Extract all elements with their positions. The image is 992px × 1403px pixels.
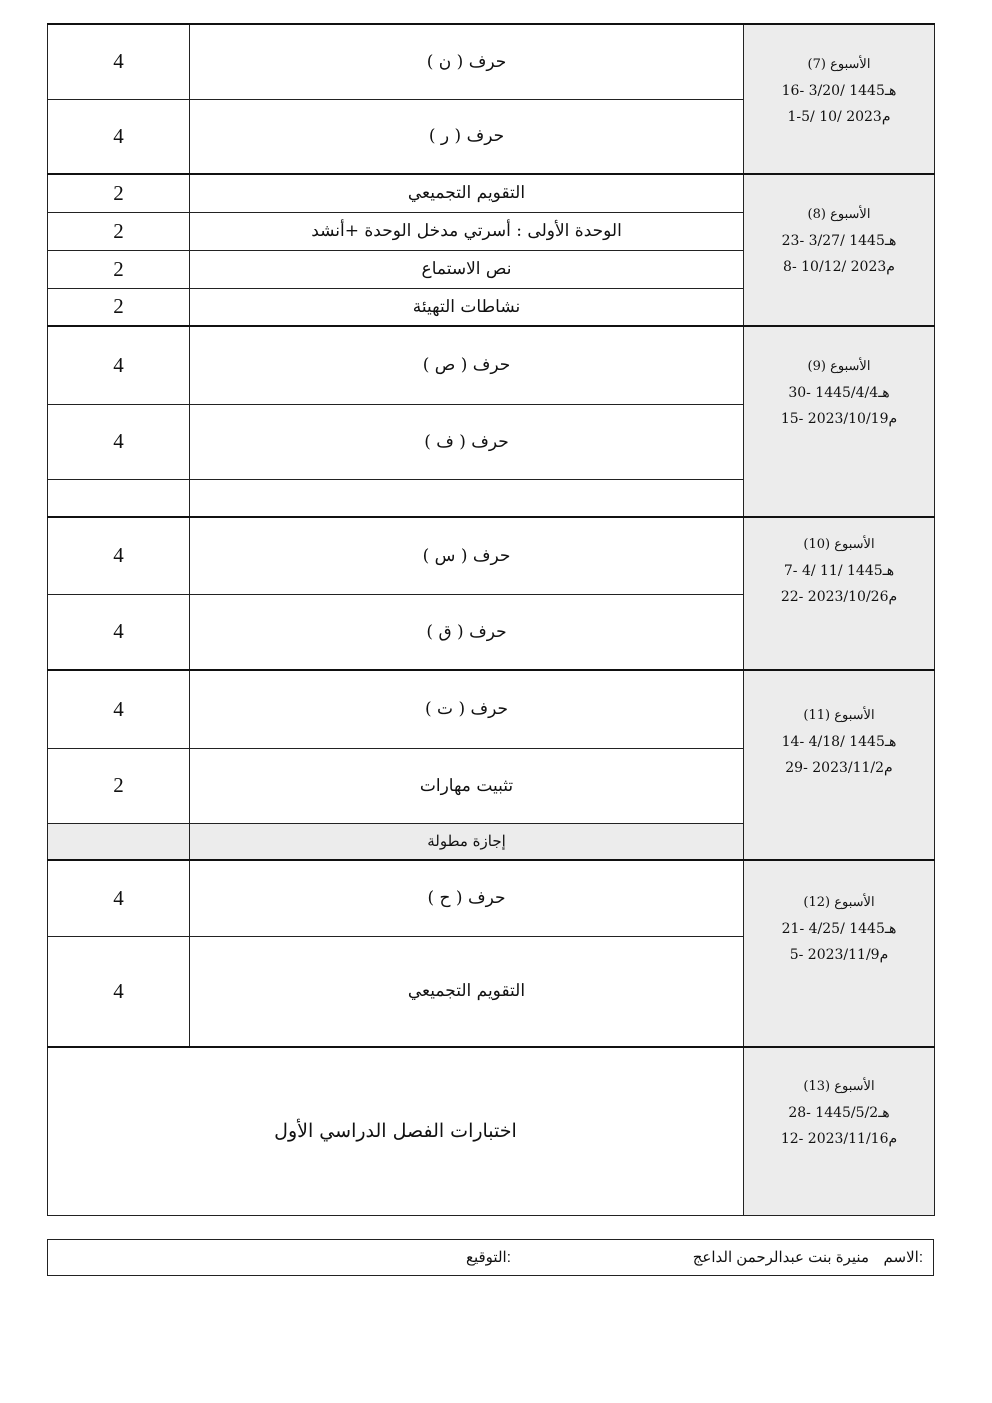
lesson-title: حرف ( ن )	[190, 24, 744, 99]
week-gregorian-date: 15- 2023/10/19م	[780, 411, 898, 427]
hours-cell: 4	[48, 517, 190, 594]
table-row	[48, 670, 935, 748]
hours-cell: 2	[48, 212, 190, 250]
week-label: الأسبوع (10)	[803, 537, 875, 552]
lesson-title: التقويم التجميعي	[190, 174, 744, 212]
week-hijri-date: 21- 4/25/ 1445هـ	[781, 921, 897, 937]
hours-cell: 2	[48, 174, 190, 212]
week-cell	[744, 1047, 935, 1215]
week-label: الأسبوع (11)	[803, 708, 875, 723]
hours-cell: 4	[48, 326, 190, 404]
week-cell	[744, 670, 935, 860]
table-row	[48, 860, 935, 936]
lesson-title: حرف ( س )	[190, 517, 744, 594]
week-gregorian-date: 1-5/ 10/ 2023م	[787, 109, 891, 125]
hours-cell: 4	[48, 404, 190, 479]
hours-cell: 4	[48, 99, 190, 174]
week-cell	[744, 174, 935, 326]
week-gregorian-date: 8- 10/12/ 2023م	[783, 259, 895, 275]
lesson-plan-table	[47, 23, 935, 1216]
week-cell	[744, 24, 935, 174]
lesson-title: حرف ( ق )	[190, 594, 744, 670]
lesson-title: حرف ( ح )	[190, 860, 744, 936]
week-gregorian-date: 12- 2023/11/16م	[780, 1131, 898, 1147]
exam-title: اختبارات الفصل الدراسي الأول	[48, 1047, 744, 1215]
week-hijri-date: 28- 1445/5/2هـ	[788, 1105, 890, 1121]
week-cell	[744, 517, 935, 670]
week-hijri-date: 7- 4/ 11/ 1445هـ	[783, 563, 895, 579]
lesson-title: نشاطات التهيئة	[190, 288, 744, 326]
name-label: الاسم:	[883, 1249, 923, 1266]
table-row	[48, 174, 935, 212]
week-gregorian-date: 22- 2023/10/26م	[780, 589, 898, 605]
signature-label: التوقيع:	[466, 1249, 511, 1266]
table-row	[48, 517, 935, 594]
hours-cell: 4	[48, 594, 190, 670]
hours-cell: 4	[48, 936, 190, 1047]
week-gregorian-date: 5- 2023/11/9م	[789, 947, 889, 963]
hours-cell: 2	[48, 250, 190, 288]
week-label: الأسبوع (7)	[807, 57, 871, 72]
week-label: الأسبوع (8)	[807, 207, 871, 222]
lesson-title: حرف ( ص )	[190, 326, 744, 404]
teacher-name: منيرة بنت عبدالرحمن الداعج	[692, 1249, 869, 1266]
table-row	[48, 1047, 935, 1215]
week-hijri-date: 16- 3/20/ 1445هـ	[781, 83, 897, 99]
signature-bar	[47, 1239, 934, 1276]
empty-cell	[190, 479, 744, 517]
lesson-title: الوحدة الأولى : أسرتي مدخل الوحدة +أنشد	[190, 212, 744, 250]
hours-cell: 2	[48, 288, 190, 326]
table-row	[48, 326, 935, 404]
week-hijri-date: 23- 3/27/ 1445هـ	[781, 233, 897, 249]
lesson-title: تثبيت مهارات	[190, 748, 744, 823]
week-cell	[744, 860, 935, 1047]
lesson-title: نص الاستماع	[190, 250, 744, 288]
week-label: الأسبوع (9)	[807, 359, 871, 374]
lesson-title: حرف ( ف )	[190, 404, 744, 479]
holiday-label: إجازة مطولة	[190, 823, 744, 860]
week-gregorian-date: 29- 2023/11/2م	[785, 760, 893, 776]
hours-cell: 4	[48, 24, 190, 99]
hours-cell	[48, 823, 190, 860]
hours-cell: 4	[48, 670, 190, 748]
hours-cell: 2	[48, 748, 190, 823]
week-cell	[744, 326, 935, 517]
week-hijri-date: 30- 1445/4/4هـ	[788, 385, 890, 401]
week-label: الأسبوع (12)	[803, 895, 875, 910]
week-label: الأسبوع (13)	[803, 1079, 875, 1094]
lesson-title: حرف ( ر )	[190, 99, 744, 174]
week-hijri-date: 14- 4/18/ 1445هـ	[781, 734, 897, 750]
empty-cell	[48, 479, 190, 517]
lesson-title: التقويم التجميعي	[190, 936, 744, 1047]
lesson-title: حرف ( ت )	[190, 670, 744, 748]
table-row	[48, 24, 935, 99]
hours-cell: 4	[48, 860, 190, 936]
